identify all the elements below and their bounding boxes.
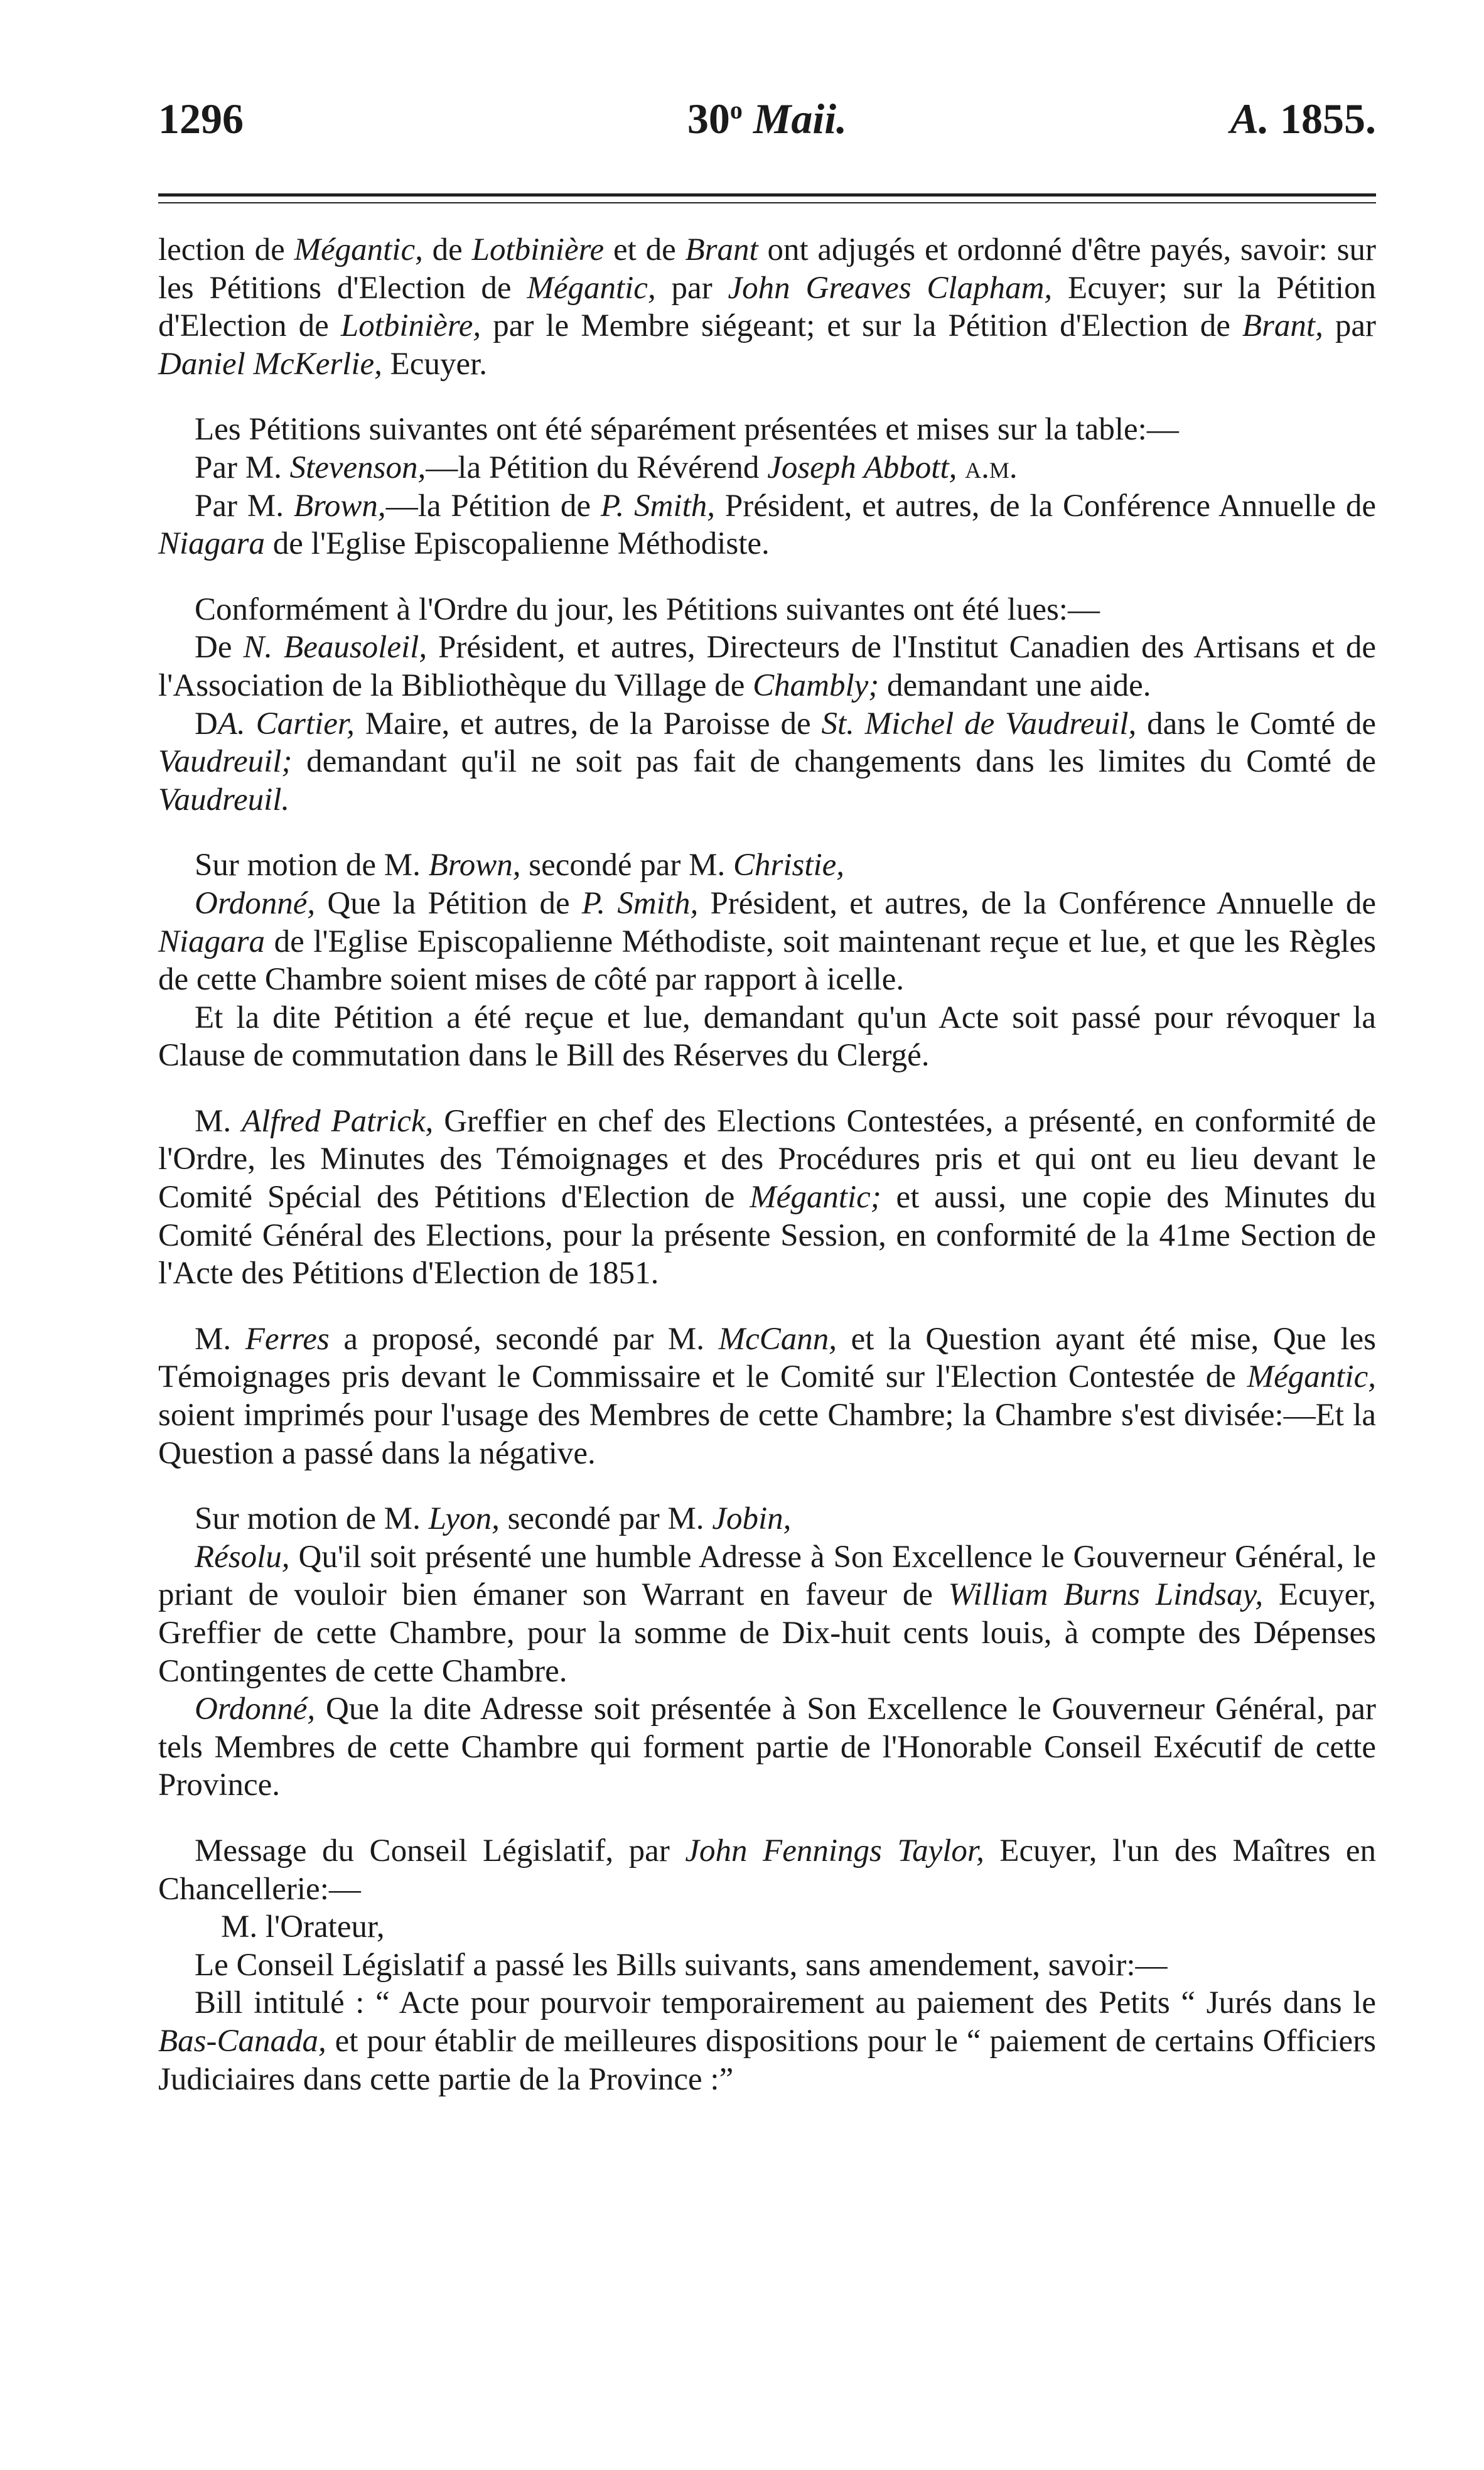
text-run: Et la dite Pétition a été reçue et lue, demandant qu'un Acte soit passé pour révoquer la Clause de commutation dans le Bill des Réserves du Clergé. (158, 1000, 1376, 1074)
paragraph (158, 1538, 1376, 1690)
text-run: Maire, et autres, de la Paroisse de (354, 706, 822, 742)
italic-run: John Greaves Clapham, (728, 270, 1053, 306)
text-run: de l'Eglise Episcopalienne Méthodiste, soit maintenant reçue et lue, et que les Règles de cette Chambre soient mises de côté par rapport à icelle. (158, 924, 1376, 998)
text-run: De (195, 630, 244, 666)
text-run: Le Conseil Législatif a passé les Bills suivants, sans amendement, savoir:— (195, 1947, 1168, 1983)
text-run: Que la dite Adresse soit présentée à Son Excellence le Gouverneur Général, par tels Membres de cette Chambre qui forment partie de l'Honorable Conseil Exécutif de cette Province. (158, 1691, 1376, 1803)
text-run: Ecuyer; sur la Pétition d'Election de (158, 270, 1376, 344)
text-run: de l'Eglise Episcopalienne Méthodiste. (265, 526, 770, 562)
text-run: D (195, 706, 218, 742)
text-run: —la Pétition de (385, 488, 601, 524)
date-ordinal: o (729, 95, 743, 124)
text-run: par (655, 270, 728, 306)
text-run: de (422, 232, 472, 267)
italic-run: Niagara (158, 526, 266, 562)
italic-run: P. Smith, (600, 488, 715, 524)
text-run: Bill intitulé : “ Acte pour pourvoir temporairement au paiement des Petits “ Jurés dans le (195, 1985, 1376, 2021)
italic-run: Mégantic, (294, 232, 423, 267)
text-run: Président, et autres, de la Conférence Annuelle de (698, 885, 1376, 921)
text-run: et aussi, une copie des Minutes du Comité Général des Elections, pour la présente Session, en conformité de la 41me Section de l'Acte des Pétitions d'Election de 1851. (158, 1180, 1376, 1292)
text-run: Sur motion de M. (195, 1501, 429, 1537)
text-run: ont adjugés et ordonné d'être payés, savoir: sur les Pétitions d'Election de (158, 232, 1376, 306)
date-day: 30 (687, 95, 730, 143)
paragraph (158, 449, 1376, 487)
text-run: Conformément à l'Ordre du jour, les Pétitions suivantes ont été lues:— (195, 591, 1100, 627)
italic-run: Ferres (245, 1321, 330, 1357)
header-date (158, 94, 1376, 144)
text-run: Par M. (195, 488, 294, 524)
text-run: lection de (158, 232, 294, 267)
italic-run: Stevenson, (289, 450, 426, 485)
paragraph (158, 1320, 1376, 1472)
paragraph (158, 705, 1376, 819)
text-run: a.m. (965, 450, 1018, 485)
italic-run: Résolu, (195, 1539, 290, 1575)
italic-run: McCann, (718, 1321, 837, 1357)
paragraph (158, 1690, 1376, 1804)
paragraph (158, 1908, 1376, 1946)
text-run: Les Pétitions suivantes ont été séparément présentées et mises sur la table:— (195, 412, 1179, 448)
italic-run: P. Smith, (581, 885, 699, 921)
text-run: et la Question ayant été mise, Que les Témoignages pris devant le Commissaire et le Comité sur l'Election Contestée de (158, 1321, 1376, 1395)
header-rule-thick (158, 193, 1376, 197)
italic-run: Brant, (1242, 308, 1323, 344)
text-run: Ecuyer, Greffier de cette Chambre, pour la somme de Dix-huit cents louis, à compte des Dépenses Contingentes de cette Chambre. (158, 1577, 1376, 1689)
italic-run: Lyon, (428, 1501, 500, 1537)
paragraph (158, 231, 1376, 383)
header-rule-thin (158, 202, 1376, 203)
italic-run: Bas-Canada, (158, 2023, 326, 2059)
text-run: et de (604, 232, 686, 267)
year-letter: A. (1230, 95, 1269, 143)
italic-run: Alfred Patrick, (241, 1103, 434, 1139)
text-run: Ecuyer. (382, 346, 488, 382)
text-run: Greffier en chef des Elections Contestées, a présenté, en conformité de l'Ordre, les Minutes des Témoignages et des Procédures pris et qui ont eu lieu devant le Comité Spécial des Pétitions d'Election de (158, 1103, 1376, 1216)
italic-run: Niagara (158, 924, 266, 959)
text-run: par le Membre siégeant; et sur la Pétition d'Election de (481, 308, 1242, 344)
text-run (957, 450, 965, 485)
italic-run: Mégantic, (527, 270, 656, 306)
text-run: Président, et autres, de la Conférence Annuelle de (715, 488, 1376, 524)
text-run: demandant qu'il ne soit pas fait de changements dans les limites du Comté de (292, 744, 1376, 780)
paragraph (158, 1500, 1376, 1538)
paragraph (158, 487, 1376, 563)
text-run: a proposé, secondé par M. (329, 1321, 719, 1357)
text-run: Sur motion de M. (195, 848, 429, 883)
text-run: Ecuyer, l'un des Maîtres en Chancellerie:— (158, 1833, 1376, 1907)
text-run: secondé par M. (520, 848, 733, 883)
italic-run: Mégantic; (750, 1180, 881, 1216)
paragraph (158, 885, 1376, 999)
text-run: Message du Conseil Législatif, par (195, 1833, 686, 1869)
italic-run: Daniel McKerlie, (158, 346, 382, 382)
paragraph (158, 628, 1376, 704)
paragraph (158, 846, 1376, 885)
italic-run: Brown, (428, 848, 521, 883)
text-run: demandant une aide. (879, 667, 1151, 703)
italic-run: John Fennings Taylor, (685, 1833, 984, 1869)
italic-run: Lotbinière, (340, 308, 481, 344)
header-year (1230, 94, 1376, 144)
italic-run: Ordonné, (195, 885, 316, 921)
paragraph (158, 1984, 1376, 2098)
text-run: M. (195, 1321, 245, 1357)
text-run: dans le Comté de (1136, 706, 1377, 742)
italic-run: N. Beausoleil, (243, 630, 427, 666)
italic-run: Vaudreuil; (158, 744, 293, 780)
text-run: secondé par M. (499, 1501, 712, 1537)
italic-run: Christie, (733, 848, 845, 883)
date-month: Maii. (753, 95, 847, 143)
text-run: Par M. (195, 450, 290, 485)
italic-run: Joseph Abbott, (767, 450, 957, 485)
text-run: soient imprimés pour l'usage des Membres de cette Chambre; la Chambre s'est divisée:—Et la Question a passé dans la négative. (158, 1398, 1376, 1471)
paragraph (158, 591, 1376, 629)
year-number: 1855. (1280, 95, 1376, 143)
italic-run: Vaudreuil. (158, 782, 290, 817)
italic-run: Brown, (293, 488, 386, 524)
text-run: par (1323, 308, 1376, 344)
paragraph (158, 999, 1376, 1075)
italic-run: Lotbinière (471, 232, 605, 267)
italic-run: Brant (685, 232, 758, 267)
text-run: Que la Pétition de (315, 885, 582, 921)
text-run: Qu'il soit présenté une humble Adresse à Son Excellence le Gouverneur Général, le priant de vouloir bien émaner son Warrant en faveur de (158, 1539, 1376, 1613)
document-body (158, 231, 1376, 2098)
page-header (158, 94, 1376, 157)
paragraph (158, 411, 1376, 449)
italic-run: A. Cartier, (217, 706, 355, 742)
italic-run: Ordonné, (195, 1691, 316, 1727)
italic-run: William Burns Lindsay, (948, 1577, 1264, 1613)
text-run: et pour établir de meilleures dispositions pour le “ paiement de certains Officiers Judiciaires dans cette partie de la Province :” (158, 2023, 1376, 2097)
italic-run: Jobin, (712, 1501, 792, 1537)
paragraph (158, 1103, 1376, 1293)
paragraph (158, 1832, 1376, 1908)
italic-run: Mégantic, (1247, 1359, 1376, 1395)
text-run: Président, et autres, Directeurs de l'Institut Canadien des Artisans et de l'Association de la Bibliothèque du Village de (158, 630, 1376, 703)
text-run: —la Pétition du Révérend (426, 450, 768, 485)
page-number: 1296 (158, 95, 244, 143)
paragraph (158, 1946, 1376, 1985)
italic-run: St. Michel de Vaudreuil, (821, 706, 1137, 742)
italic-run: Chambly; (753, 667, 879, 703)
text-run: M. l'Orateur, (221, 1909, 385, 1945)
text-run: M. (195, 1103, 242, 1139)
